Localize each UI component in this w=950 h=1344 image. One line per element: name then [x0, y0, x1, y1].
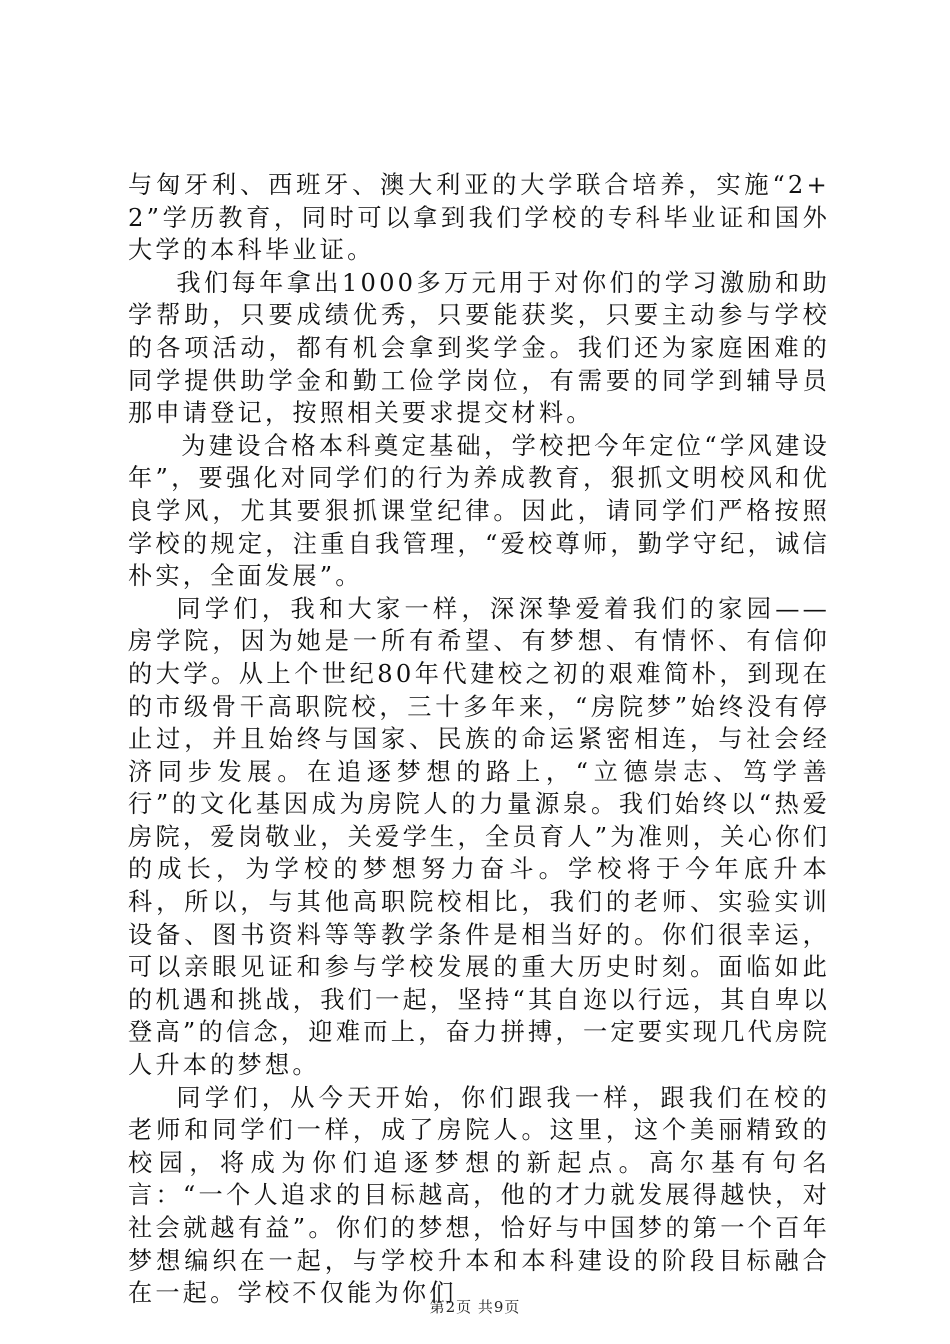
- paragraph-scholarship: 我们每年拿出1000多万元用于对你们的学习激励和助学帮助，只要成绩优秀，只要能获奖，只要主动参与学校的各项活动，都有机会拿到奖学金。我们还为家庭困难的同学提供助学金和勤工俭学岗位，有需要的同学到辅导员那申请登记，按照相关要求提交材料。: [128, 268, 830, 428]
- document-body: [128, 169, 830, 1310]
- paragraph-campus-dream: 同学们，我和大家一样，深深挚爱着我们的家园——房学院，因为她是一所有希望、有梦想、有情怀、有信仰的大学。从上个世纪80年代建校之初的艰难简朴，到现在的市级骨干高职院校，三十多年来，“房院梦”始终没有停止过，并且始终与国家、民族的命运紧密相连，与社会经济同步发展。在追逐梦想的路上，“立德崇志、笃学善行”的文化基因成为房院人的力量源泉。我们始终以“热爱房院，爱岗敬业，关爱学生，全员育人”为准则，关心你们的成长，为学校的梦想努力奋斗。学校将于今年底升本科，所以，与其他高职院校相比，我们的老师、实验实训设备、图书资料等等教学条件是相当好的。你们很幸运，可以亲眼见证和参与学校发展的重大历史时刻。面临如此的机遇和挑战，我们一起，坚持“其自迩以行远，其自卑以登高”的信念，迎难而上，奋力拼搏，一定要实现几代房院人升本的梦想。: [128, 594, 830, 1080]
- paragraph-new-start: 同学们，从今天开始，你们跟我一样，跟我们在校的老师和同学们一样，成了房院人。这里，这个美丽精致的校园，将成为你们追逐梦想的新起点。高尔基有句名言：“一个人追求的目标越高，他的才力就发展得越快，对社会就越有益”。你们的梦想，恰好与中国梦的第一个百年梦想编织在一起，与学校升本和本科建设的阶段目标融合在一起。学校不仅能为你们: [128, 1083, 830, 1308]
- paragraph-study-style: 为建设合格本科奠定基础，学校把今年定位“学风建设年”，要强化对同学们的行为养成教育，狠抓文明校风和优良学风，尤其要狠抓课堂纪律。因此，请同学们严格按照学校的规定，注重自我管理，“爱校尊师，勤学守纪，诚信朴实，全面发展”。: [128, 431, 830, 591]
- page-number-footer: 第2页 共9页: [429, 1298, 521, 1316]
- paragraph-continuation: 与匈牙利、西班牙、澳大利亚的大学联合培养，实施“2+2”学历教育，同时可以拿到我们学校的专科毕业证和国外大学的本科毕业证。: [128, 171, 830, 265]
